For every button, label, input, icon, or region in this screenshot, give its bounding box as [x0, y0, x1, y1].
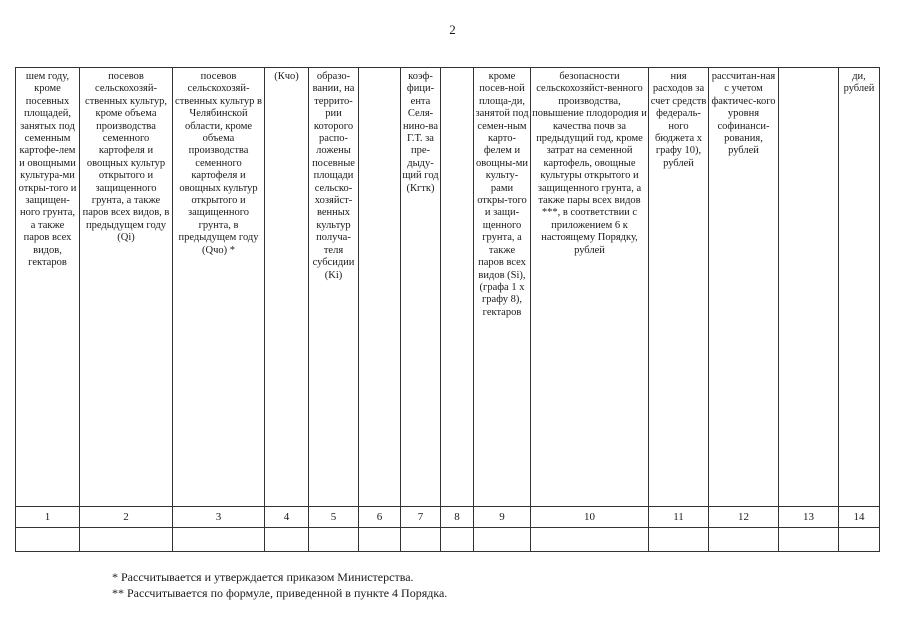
page-number: 2	[449, 22, 456, 37]
column-number: 3	[173, 507, 265, 528]
empty-cell	[779, 528, 839, 552]
empty-cell	[709, 528, 779, 552]
empty-cell	[173, 528, 265, 552]
header-cell-1: шем году, кроме посевных площадей, занятых под семенным картофе-лем и овощными культура-ми откры-того и защищен-ного грунта, а также паров всех видов, гектаров	[16, 68, 80, 507]
column-number: 13	[779, 507, 839, 528]
column-number: 7	[401, 507, 441, 528]
empty-cell	[839, 528, 880, 552]
empty-cell	[474, 528, 531, 552]
empty-data-row	[16, 528, 880, 552]
header-cell-6	[359, 68, 401, 507]
empty-cell	[359, 528, 401, 552]
empty-cell	[80, 528, 173, 552]
column-number: 12	[709, 507, 779, 528]
column-number: 14	[839, 507, 880, 528]
empty-cell	[441, 528, 474, 552]
header-cell-2: посевов сельскохозяй-ственных культур, кроме объема производства семенного картофеля и овощных культур открытого и защищенного грунта, а также паров всех видов, в предыдущем году (Qi)	[80, 68, 173, 507]
column-number: 8	[441, 507, 474, 528]
column-number: 6	[359, 507, 401, 528]
column-number: 5	[309, 507, 359, 528]
empty-cell	[265, 528, 309, 552]
empty-cell	[531, 528, 649, 552]
subsidy-calculation-table	[15, 67, 880, 552]
column-number: 2	[80, 507, 173, 528]
header-cell-5: образо-вании, на террито-рии которого распо-ложены посевные площади сельско-хозяйст-венных культур получа-теля субсидии (Ki)	[309, 68, 359, 507]
header-cell-7: коэф-фици-ента Селя-нино-ва Г.Т. за пре-дыду-щий год (Кгтк)	[401, 68, 441, 507]
empty-cell	[649, 528, 709, 552]
empty-cell	[401, 528, 441, 552]
header-cell-14: ди, рублей	[839, 68, 880, 507]
footnotes	[112, 569, 447, 601]
table-header-row	[16, 68, 880, 507]
header-cell-3: посевов сельскохозяй-ственных культур в Челябинской области, кроме объема производства семенного картофеля и овощных культур открытого и защищенного грунта, в предыдущем году (Qчо) *	[173, 68, 265, 507]
empty-cell	[16, 528, 80, 552]
header-cell-9: кроме посев-ной площа-ди, занятой под семен-ным карто-фелем и овощны-ми культу-рами откры-того и защи-щенного грунта, а также паров всех видов (Si), (графа 1 х графу 8), гектаров	[474, 68, 531, 507]
empty-cell	[309, 528, 359, 552]
footnote-1: * Рассчитывается и утверждается приказом Министерства.	[112, 570, 414, 584]
header-cell-12: рассчитан-ная с учетом фактичес-кого уровня софинанси-рования, рублей	[709, 68, 779, 507]
column-number: 10	[531, 507, 649, 528]
column-number: 9	[474, 507, 531, 528]
header-cell-8	[441, 68, 474, 507]
column-number: 11	[649, 507, 709, 528]
header-cell-4: (Кчо)	[265, 68, 309, 507]
header-cell-11: ния расходов за счет средств федераль-ного бюджета х графу 10), рублей	[649, 68, 709, 507]
column-number: 4	[265, 507, 309, 528]
footnote-2: ** Рассчитывается по формуле, приведенной в пункте 4 Порядка.	[112, 586, 448, 600]
header-cell-10: безопасности сельскохозяйст-венного производства, повышение плодородия и качества почв за предыдущий год, кроме затрат на семенной картофель, овощные культуры открытого и защищенного грунта, а также пары всех видов ***, в соответствии с приложением 6 к настоящему Порядку, рублей	[531, 68, 649, 507]
column-number-row	[16, 507, 880, 528]
header-cell-13	[779, 68, 839, 507]
column-number: 1	[16, 507, 80, 528]
